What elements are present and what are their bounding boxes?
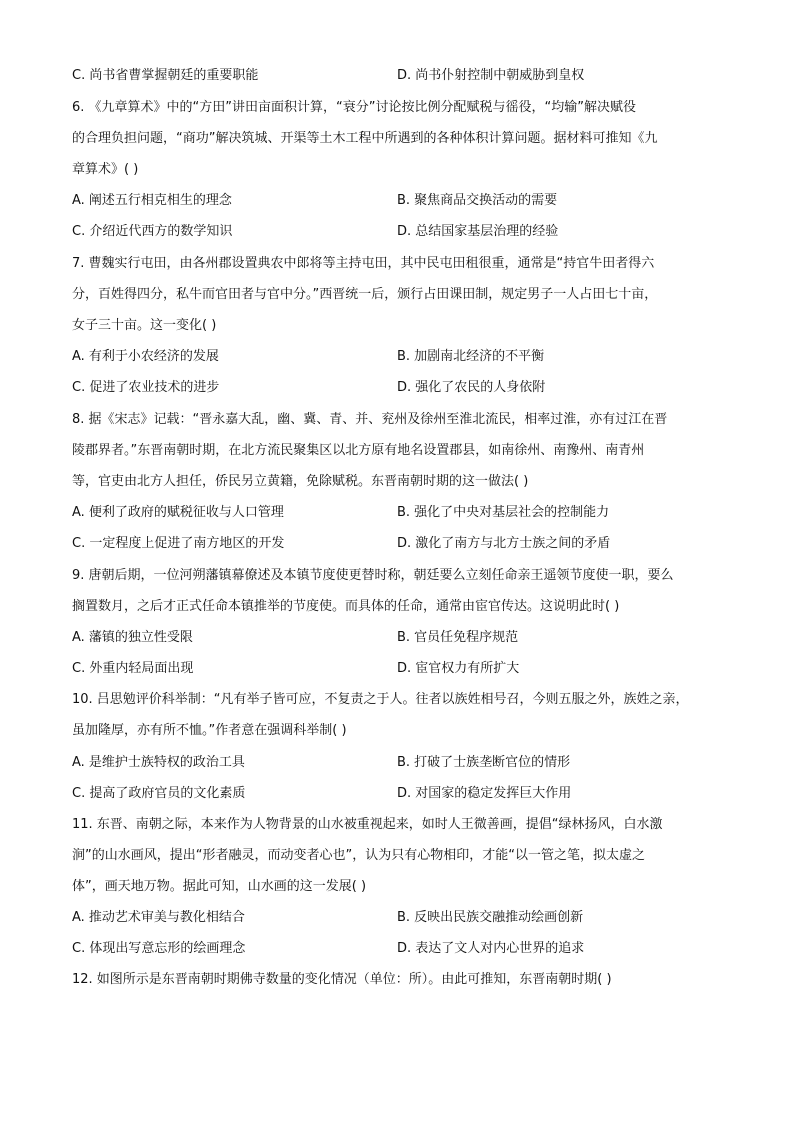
q9-stem-line1: 9. 唐朝后期，一位河朔藩镇幕僚述及本镇节度使更替时称，朝廷要么立刻任命亲王遥领节度使一职，要么: [72, 568, 674, 583]
q7-stem-line2: 分，百姓得四分，私牛而官田者与官中分。”西晋统一后，颁行占田课田制，规定男子一人占田七十亩，: [72, 287, 658, 302]
q6-stem-line3: 章算术》( ): [72, 162, 139, 177]
q6-stem-line2: 的合理负担问题，“商功”解决筑城、开渠等土木工程中所遇到的各种体积计算问题。据材料可推知《九: [72, 131, 658, 146]
q10-stem-line2: 虽加隆厚，亦有所不恤。”作者意在强调科举制( ): [72, 723, 347, 738]
q8-option-d: D. 激化了南方与北方士族之间的矛盾: [397, 536, 611, 551]
q11-stem-line1: 11. 东晋、南朝之际，本来作为人物背景的山水被重视起来，如时人王微善画，提倡“绿林扬风，白水激: [72, 817, 663, 832]
q6-option-b: B. 聚焦商品交换活动的需要: [397, 193, 558, 208]
q8-stem-line3: 等，官吏由北方人担任，侨民另立黄籍，免除赋税。东晋南朝时期的这一做法( ): [72, 474, 529, 489]
q11-stem-line3: 体”，画天地万物。据此可知，山水画的这一发展( ): [72, 879, 367, 894]
q8-stem-line1: 8. 据《宋志》记载：“晋永嘉大乱，幽、冀、青、并、兖州及徐州至淮北流民，相率过淮，亦有过江在晋: [72, 412, 668, 427]
q7-option-d: D. 强化了农民的人身依附: [397, 380, 546, 395]
q11-stem-line2: 涧”的山水画风，提出“形者融灵，而动变者心也”，认为只有心物相印，才能“以一管之笔，拟太虚之: [72, 848, 645, 863]
q10-option-c: C. 提高了政府官员的文化素质: [72, 786, 246, 801]
q9-option-a: A. 藩镇的独立性受限: [72, 630, 193, 645]
q8-stem-line2: 陵郡界者。”东晋南朝时期，在北方流民聚集区以北方原有地名设置郡县，如南徐州、南豫州、南青州: [72, 443, 645, 458]
q6-stem-line1: 6. 《九章算术》中的“方田”讲田亩面积计算，“衰分”讨论按比例分配赋税与徭役，“均输”解决赋役: [72, 100, 636, 115]
q6-option-d: D. 总结国家基层治理的经验: [397, 224, 559, 239]
q7-stem-line1: 7. 曹魏实行屯田，由各州郡设置典农中郎将等主持屯田，其中民屯田租很重，通常是“持官牛田者得六: [72, 256, 655, 271]
q8-option-b: B. 强化了中央对基层社会的控制能力: [397, 505, 610, 520]
q6-option-a: A. 阐述五行相克相生的理念: [72, 193, 232, 208]
q8-option-c: C. 一定程度上促进了南方地区的开发: [72, 536, 285, 551]
q8-option-a: A. 便利了政府的赋税征收与人口管理: [72, 505, 284, 520]
q11-option-d: D. 表达了文人对内心世界的追求: [397, 941, 585, 956]
q9-option-b: B. 官员任免程序规范: [397, 630, 519, 645]
q11-option-a: A. 推动艺术审美与教化相结合: [72, 910, 245, 925]
q7-option-a: A. 有利于小农经济的发展: [72, 349, 219, 364]
q7-option-b: B. 加剧南北经济的不平衡: [397, 349, 545, 364]
q7-stem-line3: 女子三十亩。这一变化( ): [72, 318, 217, 333]
q5-option-c: C. 尚书省曹掌握朝廷的重要职能: [72, 68, 259, 83]
q9-option-c: C. 外重内轻局面出现: [72, 661, 194, 676]
q9-option-d: D. 宦官权力有所扩大: [397, 661, 520, 676]
q12-stem-line1: 12. 如图所示是东晋南朝时期佛寺数量的变化情况（单位：所）。由此可推知，东晋南朝时期( ): [72, 972, 612, 987]
q6-option-c: C. 介绍近代西方的数学知识: [72, 224, 233, 239]
q10-option-a: A. 是维护士族特权的政治工具: [72, 755, 245, 770]
q10-stem-line1: 10. 吕思勉评价科举制：“凡有举子皆可应，不复责之于人。往者以族姓相号召，今则五服之外，族姓之亲，: [72, 692, 689, 707]
q9-stem-line2: 搁置数月，之后才正式任命本镇推举的节度使。而具体的任命，通常由宦官传达。这说明此时( ): [72, 599, 620, 614]
q11-option-c: C. 体现出写意忘形的绘画理念: [72, 941, 246, 956]
q7-option-c: C. 促进了农业技术的进步: [72, 380, 220, 395]
q10-option-b: B. 打破了士族垄断官位的情形: [397, 755, 571, 770]
q10-option-d: D. 对国家的稳定发挥巨大作用: [397, 786, 572, 801]
q11-option-b: B. 反映出民族交融推动绘画创新: [397, 910, 584, 925]
q5-option-d: D. 尚书仆射控制中朝威胁到皇权: [397, 68, 585, 83]
